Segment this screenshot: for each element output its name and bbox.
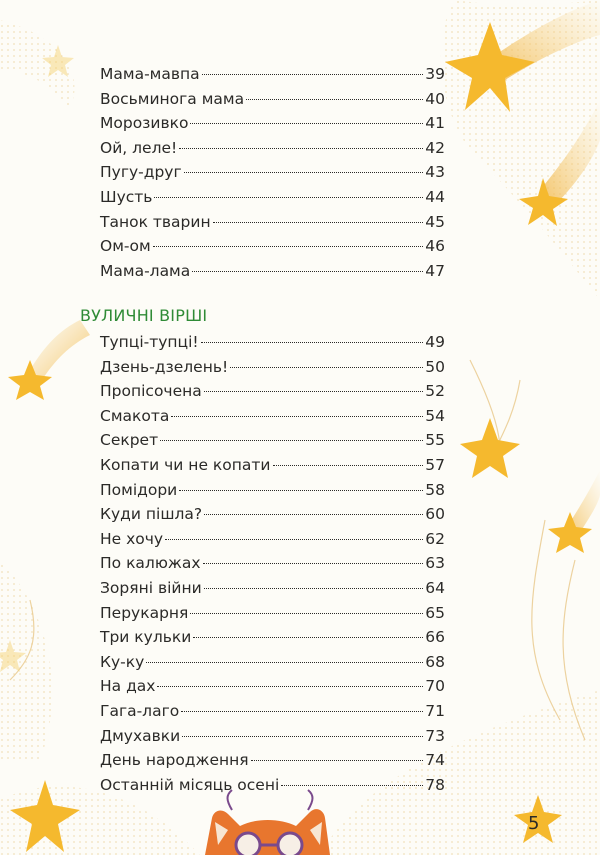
toc-entry-page: 40 <box>425 89 445 108</box>
dot-leader <box>204 391 424 392</box>
toc-entry[interactable] <box>100 210 445 235</box>
toc-entry-title: Дмухавки <box>100 726 181 745</box>
toc-entry[interactable] <box>100 160 445 185</box>
toc-entry-title: Шусть <box>100 187 153 206</box>
toc-entry[interactable] <box>100 453 445 478</box>
dot-leader <box>246 99 423 100</box>
toc-entry[interactable] <box>100 650 445 675</box>
toc-entry-title: День народження <box>100 751 249 770</box>
toc-entry-title: Помідори <box>100 480 178 499</box>
dot-leader <box>273 465 424 466</box>
toc-entry-title: Пропісочена <box>100 382 202 401</box>
toc-entry-title: Смакота <box>100 406 170 425</box>
toc-entry[interactable] <box>100 625 445 650</box>
dot-leader <box>146 662 423 663</box>
dot-leader <box>179 490 423 491</box>
toc-entry-page: 50 <box>425 357 445 376</box>
toc-entry[interactable] <box>100 87 445 112</box>
toc-entry-page: 58 <box>425 480 445 499</box>
dot-leader <box>213 222 424 223</box>
toc-entry-page: 47 <box>425 261 445 280</box>
dot-leader <box>281 785 423 786</box>
toc-entry-page: 55 <box>425 431 445 450</box>
dot-leader <box>179 148 423 149</box>
toc-entry[interactable] <box>100 185 445 210</box>
toc-entry-page: 60 <box>425 505 445 524</box>
comet-trail-left <box>30 320 90 380</box>
toc-entry-page: 49 <box>425 333 445 351</box>
toc-entry[interactable] <box>100 502 445 527</box>
toc-entry-title: Ку-ку <box>100 652 145 671</box>
toc-entry-title: На дах <box>100 677 156 696</box>
toc-entry-title: По калюжах <box>100 554 201 573</box>
toc-entry[interactable] <box>100 527 445 552</box>
toc-entry[interactable] <box>100 404 445 429</box>
toc-entry[interactable] <box>100 136 445 161</box>
toc-entry-page: 41 <box>425 114 445 133</box>
dot-leader <box>165 539 423 540</box>
dot-leader <box>154 197 423 198</box>
toc-entry-page: 68 <box>425 652 445 671</box>
dot-leader <box>190 613 423 614</box>
toc-entry[interactable] <box>100 773 445 798</box>
dot-leader <box>184 172 424 173</box>
toc-entry-title: Зоряні війни <box>100 578 202 597</box>
dot-leader <box>182 736 423 737</box>
toc-entry-title: Не хочу <box>100 529 164 548</box>
toc-entry-page: 57 <box>425 455 445 474</box>
toc-entry[interactable] <box>100 259 445 284</box>
dot-leader <box>192 271 423 272</box>
toc-entry[interactable] <box>100 428 445 453</box>
toc-entry-title: Дзень-дзелень! <box>100 357 229 376</box>
toc-entry-page: 78 <box>425 775 445 794</box>
toc-list <box>100 62 445 283</box>
toc-entry[interactable] <box>100 478 445 503</box>
toc-entry-title: Ой, леле! <box>100 138 178 157</box>
toc-entry-title: Морозивко <box>100 114 189 133</box>
toc-entry[interactable] <box>100 330 445 355</box>
dot-leader <box>190 123 423 124</box>
toc-entry-page: 70 <box>425 677 445 696</box>
toc-entry-page: 44 <box>425 187 445 206</box>
toc-entry-title: Мама-лама <box>100 261 191 280</box>
toc-entry[interactable] <box>100 111 445 136</box>
toc-list-section <box>100 330 445 797</box>
toc-entry[interactable] <box>100 62 445 87</box>
dot-leader <box>201 342 424 343</box>
toc-entry-title: Гага-лаго <box>100 701 180 720</box>
toc-entry-title: Пугу-друг <box>100 163 182 182</box>
dot-leader <box>160 440 423 441</box>
toc-entry[interactable] <box>100 699 445 724</box>
toc-entry[interactable] <box>100 748 445 773</box>
toc-entry-title: Три кульки <box>100 628 192 647</box>
toc-entry-page: 45 <box>425 212 445 231</box>
toc-entry-title: Тупці-тупці! <box>100 333 199 351</box>
toc-entry-title: Танок тварин <box>100 212 211 231</box>
dot-leader <box>181 711 423 712</box>
toc-entry[interactable] <box>100 724 445 749</box>
toc-entry-title: Копати чи не копати <box>100 455 271 474</box>
toc-entry-page: 63 <box>425 554 445 573</box>
toc-entry-page: 42 <box>425 138 445 157</box>
toc-entry-page: 64 <box>425 578 445 597</box>
toc-entry-title: Перукарня <box>100 603 189 622</box>
dot-leader <box>171 416 423 417</box>
dot-leader <box>204 514 423 515</box>
page-number: 5 <box>528 813 540 834</box>
toc-entry[interactable] <box>100 234 445 259</box>
star-icon-middle-right <box>460 418 520 478</box>
toc-entry-title: Мама-мавпа <box>100 65 200 83</box>
dot-leader <box>230 367 423 368</box>
toc-entry-page: 52 <box>425 382 445 401</box>
toc-entry-page: 65 <box>425 603 445 622</box>
toc-entry[interactable] <box>100 601 445 626</box>
toc-entry-page: 66 <box>425 628 445 647</box>
toc-entry[interactable] <box>100 379 445 404</box>
fox-illustration <box>205 790 330 855</box>
toc-entry-title: Восьминога мама <box>100 89 245 108</box>
dot-leader <box>193 637 423 638</box>
toc-entry-page: 74 <box>425 751 445 770</box>
toc-entry-title: Останній місяць осені <box>100 775 280 794</box>
toc-entry-title: Секрет <box>100 431 159 450</box>
toc-entry-page: 73 <box>425 726 445 745</box>
section-heading: ВУЛИЧНІ ВІРШІ <box>80 306 208 325</box>
toc-entry[interactable] <box>100 674 445 699</box>
dot-leader <box>202 74 424 75</box>
toc-entry-page: 39 <box>425 65 445 83</box>
toc-entry-page: 43 <box>425 163 445 182</box>
dot-leader <box>153 246 424 247</box>
toc-entry[interactable] <box>100 551 445 576</box>
toc-entry-page: 62 <box>425 529 445 548</box>
toc-entry-page: 54 <box>425 406 445 425</box>
dot-leader <box>157 686 423 687</box>
dot-leader <box>203 563 424 564</box>
toc-entry-title: Ом-ом <box>100 237 151 256</box>
toc-entry-page: 46 <box>425 237 445 256</box>
toc-entry-title: Куди пішла? <box>100 505 203 524</box>
toc-entry[interactable] <box>100 355 445 380</box>
dot-leader <box>204 588 424 589</box>
toc-entry-page: 71 <box>425 701 445 720</box>
dot-leader <box>251 760 424 761</box>
toc-entry[interactable] <box>100 576 445 601</box>
